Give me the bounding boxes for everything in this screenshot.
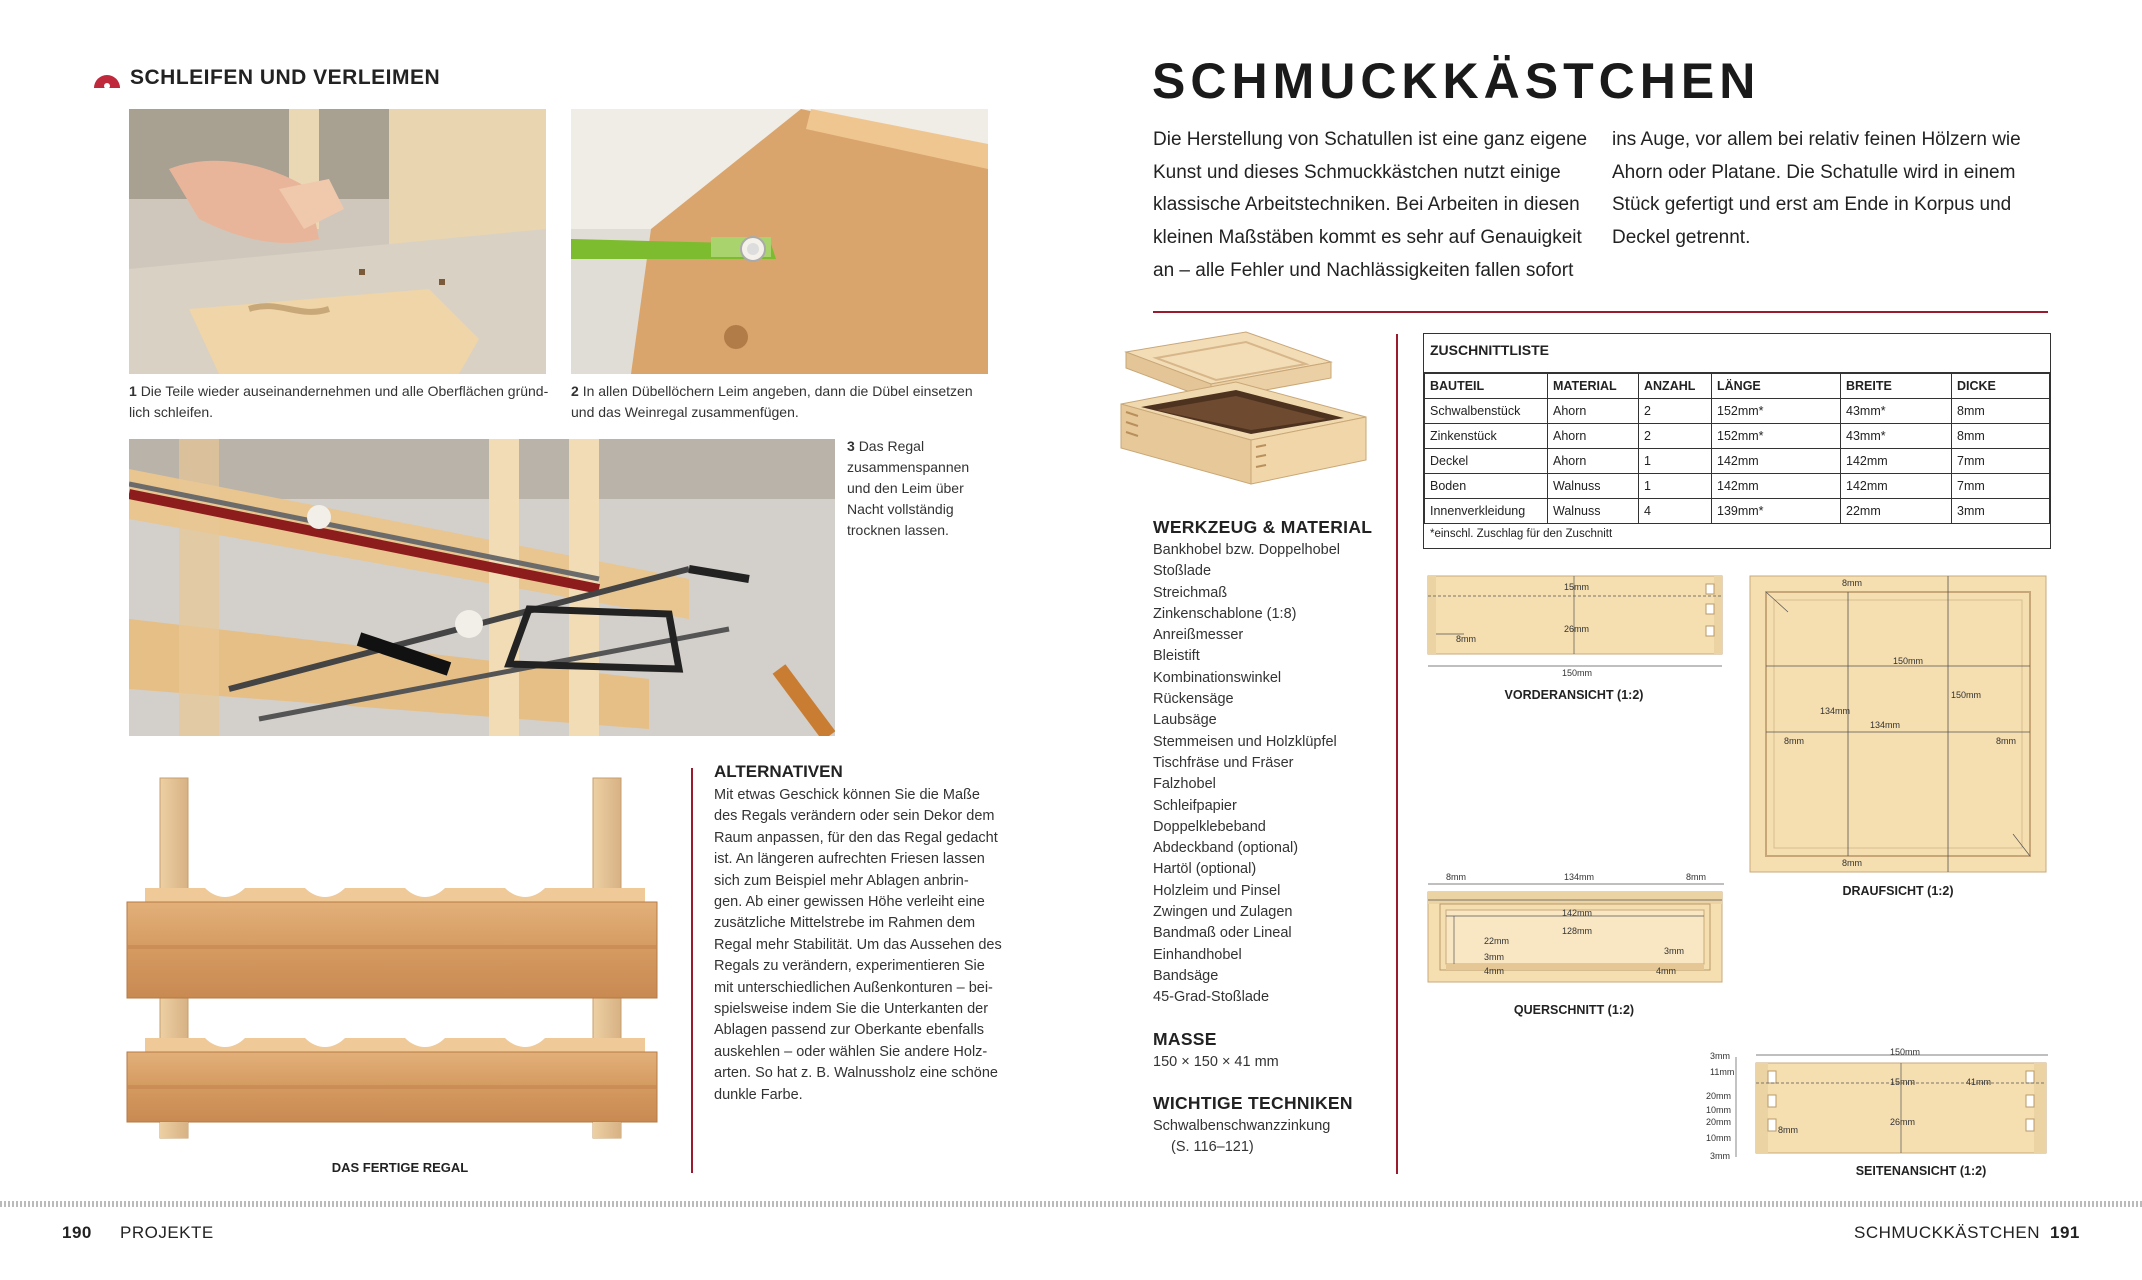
running-head-right: SCHMUCKKÄSTCHEN xyxy=(1854,1223,2041,1242)
masse-heading: MASSE xyxy=(1153,1029,1217,1049)
dim-label: 4mm xyxy=(1656,966,1676,976)
column-rule xyxy=(1396,334,1398,1174)
list-item: Rückensäge xyxy=(1153,691,1234,708)
cutting-list-table xyxy=(1424,373,2050,524)
dim-label: 3mm xyxy=(1710,1151,1730,1161)
table-row: Boden Walnuss 1 142mm 142mm 7mm xyxy=(1425,474,2050,499)
dim-label: 20mm xyxy=(1706,1117,1732,1127)
dim-label: 4mm xyxy=(1484,966,1504,976)
dim-label: 15mm xyxy=(1564,582,1590,592)
table-row: Zinkenstück Ahorn 2 152mm* 43mm* 8mm xyxy=(1425,424,2050,449)
dim-label: 150mm xyxy=(1562,668,1593,678)
dim-label: 142mm xyxy=(1562,908,1593,918)
saw-blade-icon xyxy=(92,68,122,90)
dim-label: 15mm xyxy=(1890,1077,1916,1087)
alternatives-heading: ALTERNATIVEN xyxy=(714,762,843,781)
cross-section-drawing xyxy=(1424,870,1724,990)
list-item: Kombinationswinkel xyxy=(1153,669,1282,686)
cross-section-label: QUERSCHNITT (1:2) xyxy=(1513,1003,1635,1017)
dim-label: 10mm xyxy=(1706,1133,1732,1143)
front-view-drawing xyxy=(1424,570,1724,680)
dim-label: 22mm xyxy=(1484,936,1510,946)
tools-heading: WERKZEUG & MATERIAL xyxy=(1153,517,1373,537)
photo-glue-dowels xyxy=(571,109,988,374)
dim-label: 8mm xyxy=(1842,858,1862,868)
dim-label: 134mm xyxy=(1820,706,1851,716)
alternatives-rule xyxy=(691,768,693,1173)
photo-clamping xyxy=(129,439,835,736)
dim-label: 8mm xyxy=(1784,736,1804,746)
dim-label: 8mm xyxy=(1686,872,1706,882)
finished-rack-illustration xyxy=(125,770,665,1150)
list-item: Zwingen und Zulagen xyxy=(1153,904,1293,921)
list-item: Falzhobel xyxy=(1153,776,1216,793)
page-number-left: 190 xyxy=(62,1223,92,1242)
cutting-list-title: ZUSCHNITTLISTE xyxy=(1424,334,2050,373)
divider-rule xyxy=(1153,311,2048,313)
front-view-label: VORDERANSICHT (1:2) xyxy=(1504,688,1644,702)
list-item: Streichmaß xyxy=(1153,584,1228,601)
running-head-left: PROJEKTE xyxy=(120,1223,214,1242)
list-item: Holzleim und Pinsel xyxy=(1153,882,1281,899)
list-item: Abdeckband (optional) xyxy=(1153,840,1299,857)
list-item: Bandmaß oder Lineal xyxy=(1153,925,1292,942)
table-row: Schwalbenstück Ahorn 2 152mm* 43mm* 8mm xyxy=(1425,399,2050,424)
dim-label: 134mm xyxy=(1564,872,1595,882)
top-view-drawing xyxy=(1748,572,2048,876)
jewelry-box-illustration xyxy=(1116,322,1376,497)
list-item: Einhandhobel xyxy=(1153,946,1242,963)
masse-value: 150 × 150 × 41 mm xyxy=(1153,1054,1279,1070)
dim-label: 8mm xyxy=(1996,736,2016,746)
dim-label: 150mm xyxy=(1893,656,1924,666)
dim-label: 8mm xyxy=(1778,1125,1798,1135)
top-view-label: DRAUFSICHT (1:2) xyxy=(1842,884,1954,898)
alternatives-text: Mit etwas Geschick können Sie die Maße des Regals verändern oder sein Dekor dem Raum anpassen, für den das Regal gedacht ist. An längeren aufrechten Friesen lassen sich zum Beispiel mehr Ablagen anbrin- gen. Ab einer gewissen Höhe verleiht eine zusätzliche Mittelstrebe im Rahmen dem Regal mehr Stabilität. Um das Aussehen des Regals zu verändern, experimentieren Sie mit unterschiedlichen Außenkonturen – bei- spielsweise indem Sie die Unterkanten der Ablagen passend zur Oberkante ebenfalls auskehlen – oder wählen Sie andere Holz- arten. So hat z. B. Walnussholz eine schöne dunkle Farbe. xyxy=(714,787,1002,1103)
intro-column-1: Die Herstellung von Schatullen ist eine ganz eigene Kunst und dieses Schmuckkästchen nutzt einige klassische Arbeitstechniken. Bei Arbeiten in diesen kleinen Maßstäben kommt es sehr auf Genauigkeit an – alle Fehler und Nachlässigkeiten fallen sofort xyxy=(1153,129,1588,281)
dim-label: 8mm xyxy=(1446,872,1466,882)
dim-label: 150mm xyxy=(1890,1047,1921,1057)
table-header-row: BAUTEIL MATERIAL ANZAHL LÄNGE BREITE DICKE xyxy=(1425,374,2050,399)
dim-label: 3mm xyxy=(1664,946,1684,956)
dim-label: 8mm xyxy=(1456,634,1476,644)
dim-label: 134mm xyxy=(1870,720,1901,730)
list-item: Anreißmesser xyxy=(1153,627,1244,644)
side-view-drawing xyxy=(1546,1045,2048,1165)
list-item: Bankhobel bzw. Doppelhobel xyxy=(1153,542,1341,558)
list-item: Tischfräse und Fräser xyxy=(1153,754,1294,771)
dim-label: 20mm xyxy=(1706,1091,1732,1101)
dim-label: 3mm xyxy=(1710,1051,1730,1061)
list-item: Zinkenschablone (1:8) xyxy=(1153,605,1297,622)
cutting-list xyxy=(1423,333,2051,549)
section-heading: SCHLEIFEN UND VERLEIMEN xyxy=(130,66,441,89)
techniques-heading: WICHTIGE TECHNIKEN xyxy=(1153,1093,1353,1113)
list-item: Hartöl (optional) xyxy=(1153,861,1257,878)
caption-1: 1 Die Teile wieder auseinandernehmen und alle Oberflächen gründ- lich schleifen. xyxy=(129,383,549,420)
list-item: Bleistift xyxy=(1153,648,1200,665)
caption-3: 3 Das Regal zusammenspannen und den Leim über Nacht vollständig trocknen lassen. xyxy=(847,438,970,538)
dim-label: 11mm xyxy=(1710,1067,1735,1077)
footer-rule xyxy=(0,1201,2142,1207)
tools-list xyxy=(1153,540,1373,1009)
finished-rack-caption: DAS FERTIGE REGAL xyxy=(331,1160,469,1175)
side-view-label: SEITENANSICHT (1:2) xyxy=(1855,1164,1987,1178)
caption-2: 2 In allen Dübellöchern Leim angeben, dann die Dübel einsetzen und das Weinregal zusammenfügen. xyxy=(571,383,973,420)
list-item: Schleifpapier xyxy=(1153,797,1237,814)
techniques-text: Schwalbenschwanzzinkung (S. 116–121) xyxy=(1153,1118,1331,1156)
dim-label: 3mm xyxy=(1484,952,1504,962)
dim-label: 150mm xyxy=(1951,690,1982,700)
table-row: Innenverkleidung Walnuss 4 139mm* 22mm 3mm xyxy=(1425,499,2050,524)
dim-label: 26mm xyxy=(1890,1117,1916,1127)
dim-label: 10mm xyxy=(1706,1105,1732,1115)
photo-sanding xyxy=(129,109,546,374)
dim-label: 128mm xyxy=(1562,926,1593,936)
cutting-list-footnote: *einschl. Zuschlag für den Zuschnitt xyxy=(1430,528,1613,540)
dim-label: 26mm xyxy=(1564,624,1590,634)
page-title: SCHMUCKKÄSTCHEN xyxy=(1152,53,1761,109)
table-row: Deckel Ahorn 1 142mm 142mm 7mm xyxy=(1425,449,2050,474)
list-item: Bandsäge xyxy=(1153,967,1219,984)
list-item: Doppelklebeband xyxy=(1153,818,1266,835)
dim-label: 41mm xyxy=(1966,1077,1992,1087)
intro-column-2: ins Auge, vor allem bei relativ feinen Hölzern wie Ahorn oder Platane. Die Schatulle wird in einem Stück gefertigt und erst am Ende in Korpus und Deckel getrennt. xyxy=(1612,129,2021,249)
dim-label: 8mm xyxy=(1842,578,1862,588)
list-item: Laubsäge xyxy=(1153,712,1217,729)
page-number-right: 191 xyxy=(2050,1223,2080,1242)
list-item: Stemmeisen und Holzklüpfel xyxy=(1153,733,1337,750)
list-item: 45-Grad-Stoßlade xyxy=(1153,989,1270,1006)
list-item: Stoßlade xyxy=(1153,563,1212,580)
